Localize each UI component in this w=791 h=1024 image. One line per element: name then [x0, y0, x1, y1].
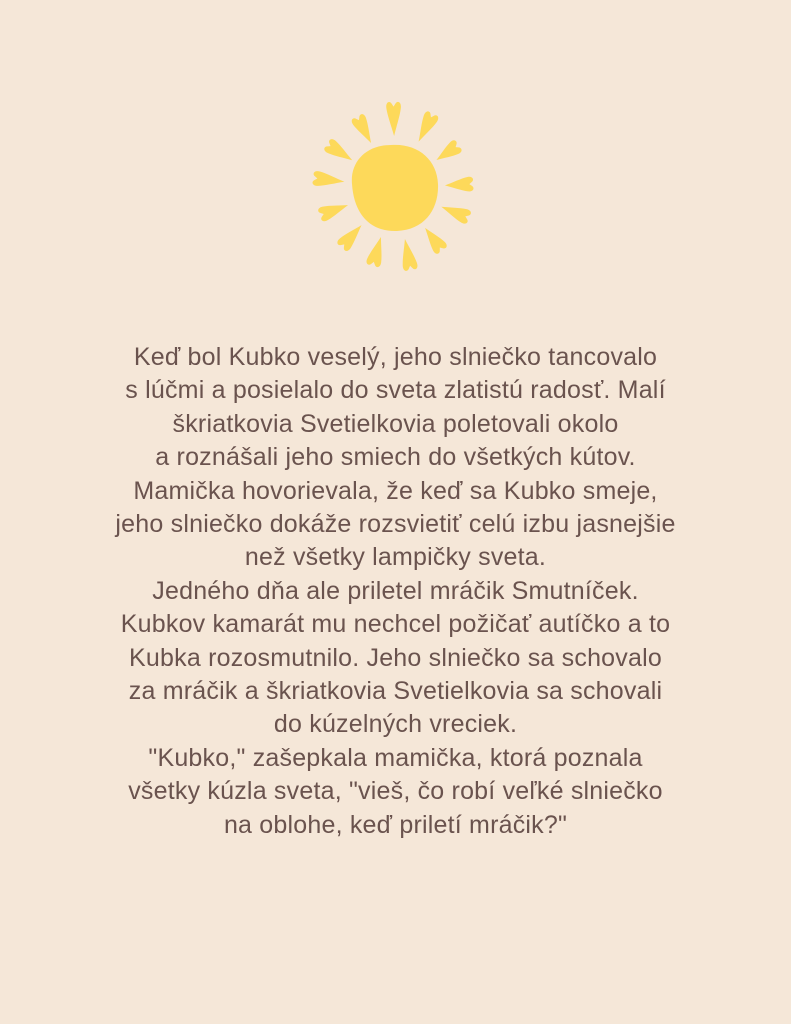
story-line: Kubkov kamarát mu nechcel požičať autíčko a to: [120, 610, 671, 639]
story-line: Jedného dňa ale priletel mráčik Smutníček.: [152, 576, 639, 605]
story-line: Mamička hovorievala, že keď sa Kubko smeje,: [133, 476, 658, 505]
story-line: na oblohe, keď priletí mráčik?": [223, 810, 568, 839]
story-line: škriatkovia Svetielkovia poletovali okolo: [172, 409, 619, 438]
story-text-block: [0, 341, 791, 842]
story-line: všetky kúzla sveta, "vieš, čo robí veľké slniečko: [128, 777, 663, 806]
story-line: a roznášali jeho smiech do všetkých kútov.: [155, 443, 636, 472]
sun-illustration: [295, 88, 495, 288]
sun-body: [352, 145, 438, 231]
sun-icon: [295, 88, 495, 288]
story-line: do kúzelných vreciek.: [273, 710, 518, 739]
story-line: než všetky lampičky sveta.: [244, 543, 547, 572]
story-line: za mráčik a škriatkovia Svetielkovia sa schovali: [128, 677, 663, 706]
story-line: Keď bol Kubko veselý, jeho slniečko tancovalo: [133, 343, 658, 371]
story-line: s lúčmi a posielalo do sveta zlatistú radosť. Malí: [125, 376, 666, 405]
story-line: "Kubko," zašepkala mamička, ktorá poznala: [148, 743, 643, 772]
story-line: jeho slniečko dokáže rozsvietiť celú izbu jasnejšie: [115, 510, 676, 539]
story-line: Kubka rozosmutnilo. Jeho slniečko sa schovalo: [129, 643, 662, 672]
